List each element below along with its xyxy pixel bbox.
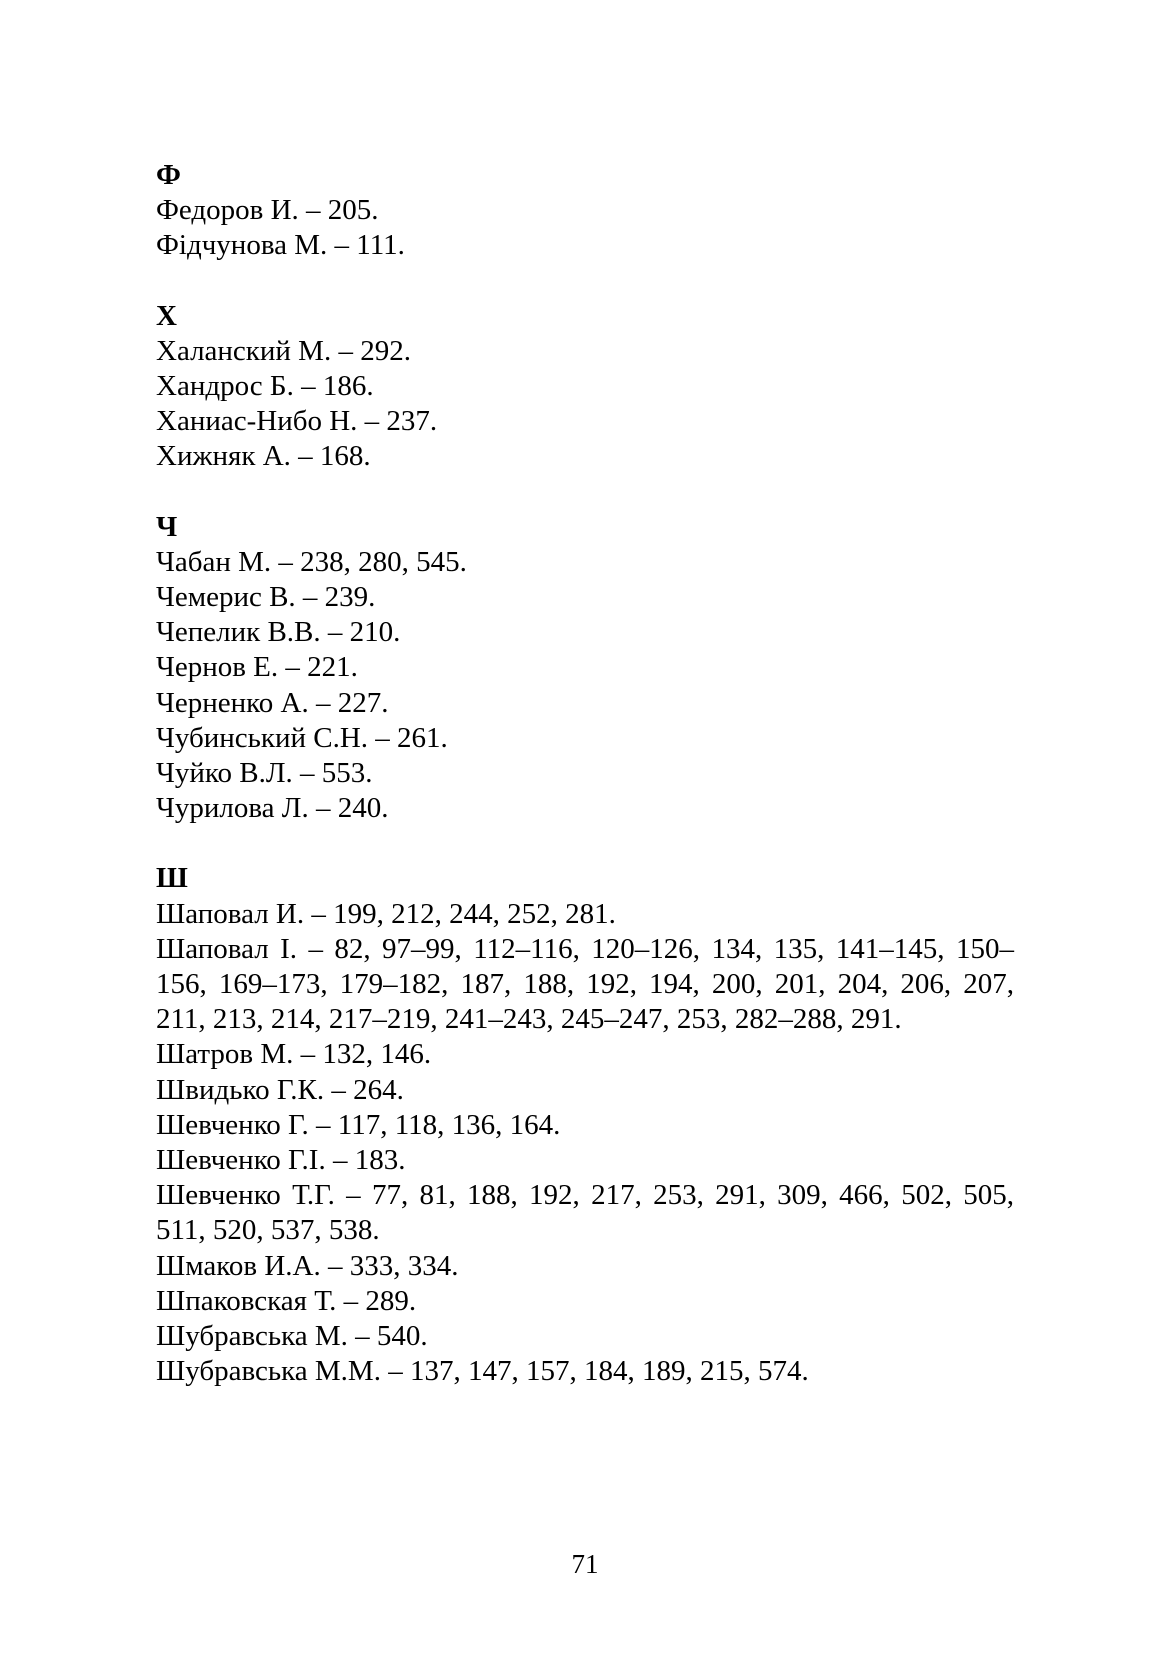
index-section-f (156, 158, 1014, 264)
index-entry: Ханиас-Нибо Н. – 237. (156, 405, 438, 438)
page-number: 71 (571, 1549, 599, 1579)
name-index (156, 158, 1014, 1390)
index-entry: Халанский М. – 292. (156, 334, 411, 367)
section-letter: Ф (156, 159, 181, 191)
index-entry: Чепелик В.В. – 210. (156, 616, 401, 649)
index-entry: Чурилова Л. – 240. (156, 792, 389, 825)
index-entry: Шатров М. – 132, 146. (156, 1038, 432, 1071)
index-entry: Шевченко Г.І. – 183. (156, 1144, 406, 1177)
index-entry: Черненко А. – 227. (156, 686, 389, 719)
index-entry: Шевченко Г. – 117, 118, 136, 164. (156, 1108, 561, 1141)
index-entry: Федоров И. – 205. (156, 194, 379, 227)
index-section-ch (156, 510, 1014, 827)
index-entry: Хандрос Б. – 186. (156, 370, 374, 403)
index-entry: Чабан М. – 238, 280, 545. (156, 545, 467, 578)
index-entry: Шаповал І. – 82, 97–99, 112–116, 120–126, 134, 135, 141–145, 150–156, 169–173, 179–182, 187, 188, 192, 194, 200, 201, 204, 206, 207, 211, 213, 214, 217–219, 241–243, 245–247, 253, 282–288, 291. (156, 932, 1014, 1036)
section-letter: Ш (156, 862, 188, 895)
index-entry: Чернов Е. – 221. (156, 651, 358, 684)
section-letter: Х (156, 299, 177, 332)
index-section-sh (156, 861, 1014, 1389)
index-entry: Шмаков И.А. – 333, 334. (156, 1249, 459, 1282)
index-entry: Чемерис В. – 239. (156, 581, 376, 614)
index-entry: Шубравська М. – 540. (156, 1320, 428, 1353)
section-letter: Ч (156, 510, 178, 543)
index-entry: Шпаковская Т. – 289. (156, 1284, 417, 1317)
index-entry: Фідчунова М. – 111. (156, 229, 405, 262)
index-entry: Чубинський С.Н. – 261. (156, 721, 448, 754)
index-section-kh (156, 299, 1014, 475)
index-entry: Швидько Г.К. – 264. (156, 1073, 404, 1106)
index-entry: Шубравська М.М. – 137, 147, 157, 184, 189, 215, 574. (156, 1355, 809, 1388)
index-entry: Шевченко Т.Г. – 77, 81, 188, 192, 217, 253, 291, 309, 466, 502, 505, 511, 520, 537, 538. (156, 1179, 1014, 1247)
index-entry: Шаповал И. – 199, 212, 244, 252, 281. (156, 897, 616, 930)
index-entry: Хижняк А. – 168. (156, 440, 371, 473)
index-entry: Чуйко В.Л. – 553. (156, 757, 373, 790)
